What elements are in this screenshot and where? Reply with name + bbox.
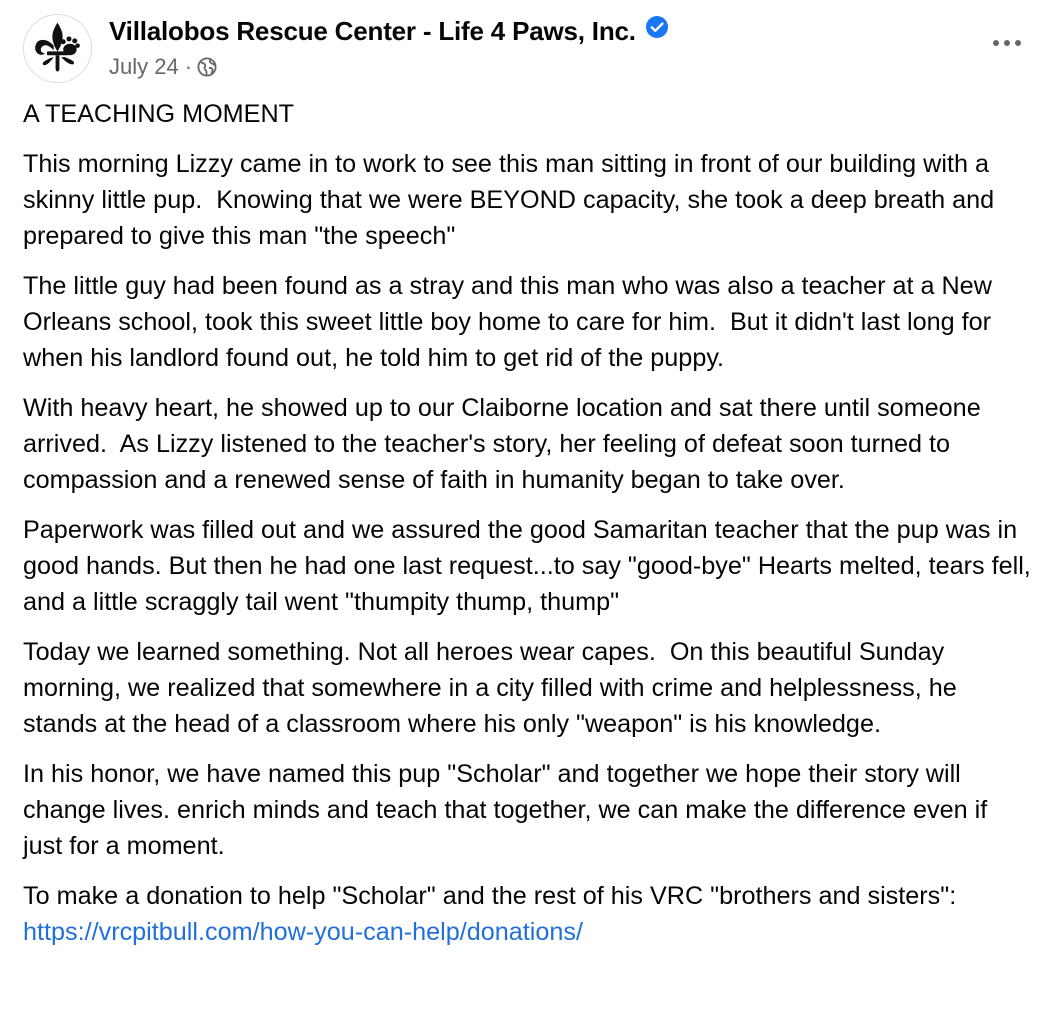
post-paragraph: Paperwork was filled out and we assured the good Samaritan teacher that the pup was in good hands. But then he had one last request...to say "good-bye" Hearts melted, tears fell, and a little scraggly tail went "thumpity thump, thump" bbox=[23, 516, 1038, 616]
fleur-de-lis-paw-logo bbox=[24, 15, 91, 82]
more-options-button[interactable] bbox=[987, 28, 1027, 58]
page-name[interactable]: Villalobos Rescue Center - Life 4 Paws, Inc. bbox=[109, 15, 636, 46]
post-paragraph: With heavy heart, he showed up to our Claiborne location and sat there until someone arrived. As Lizzy listened to the teacher's story, her feeling of defeat soon turned to compassion and a renewed sense of faith in humanity began to take over. bbox=[23, 394, 988, 494]
post-date[interactable]: July 24 bbox=[109, 54, 179, 79]
post-paragraph: This morning Lizzy came in to work to see this man sitting in front of our building with a skinny little pup. Knowing that we were BEYOND capacity, she took a deep breath and prepared to give this man "the speech" bbox=[23, 150, 1002, 250]
post-paragraph: In his honor, we have named this pup "Scholar" and together we hope their story will change lives. enrich minds and teach that together, we can make the difference even if just for a moment. bbox=[23, 760, 995, 860]
post-paragraph: The little guy had been found as a stray and this man who was also a teacher at a New Orleans school, took this sweet little boy home to care for him. But it didn't last long for when his landlord found out, he told him to get rid of the puppy. bbox=[23, 272, 999, 372]
donation-paragraph bbox=[23, 878, 1033, 950]
post-body bbox=[23, 96, 1038, 964]
post-title: A TEACHING MOMENT bbox=[23, 100, 295, 128]
author-row bbox=[109, 14, 669, 48]
page-avatar[interactable] bbox=[23, 14, 92, 83]
post-paragraph: Today we learned something. Not all heroes wear capes. On this beautiful Sunday morning, we realized that somewhere in a city filled with crime and helplessness, he stands at the head of a classroom where his only "weapon" is his knowledge. bbox=[23, 638, 964, 738]
more-options-icon bbox=[993, 40, 999, 46]
meta-separator: · bbox=[184, 54, 193, 79]
post-header bbox=[23, 14, 1027, 84]
donation-link[interactable]: https://vrcpitbull.com/how-you-can-help/donations/ bbox=[23, 918, 584, 946]
post-meta bbox=[109, 53, 217, 81]
verified-badge-icon bbox=[645, 15, 669, 39]
globe-icon[interactable] bbox=[197, 57, 217, 77]
donation-text: To make a donation to help "Scholar" and the rest of his VRC "brothers and sisters": bbox=[23, 882, 964, 910]
